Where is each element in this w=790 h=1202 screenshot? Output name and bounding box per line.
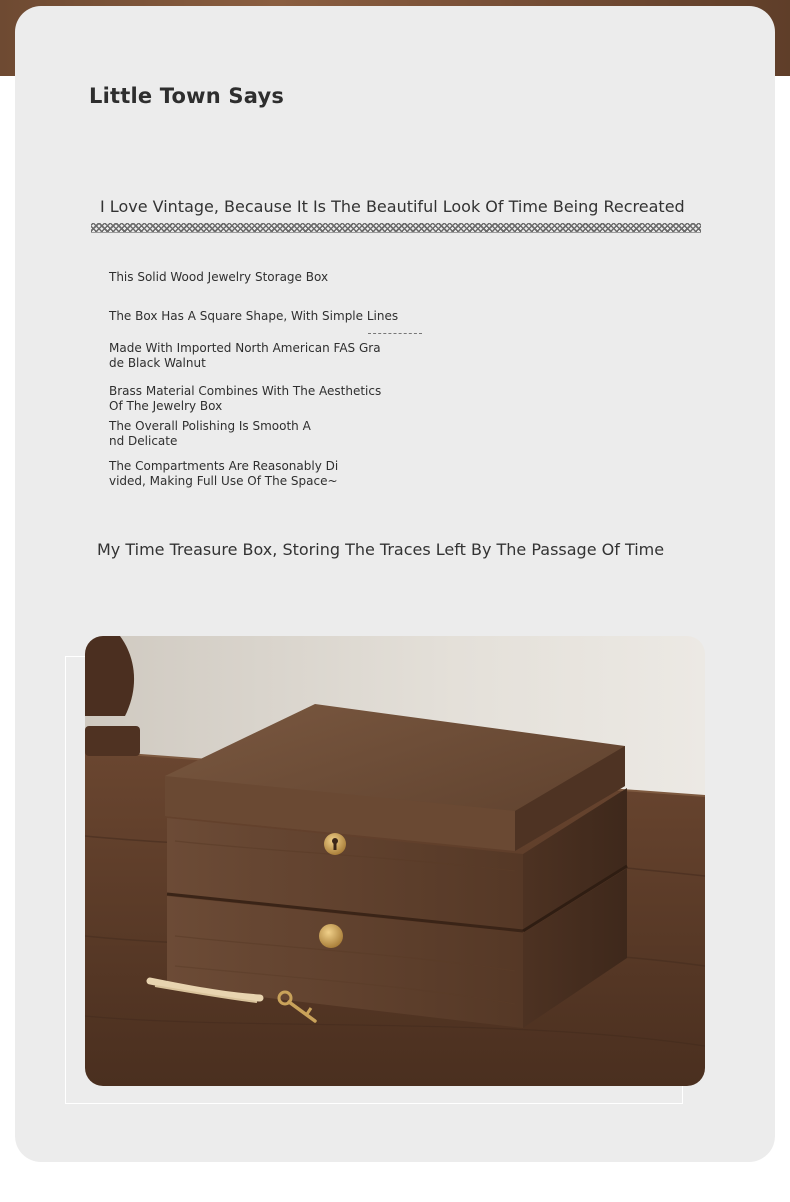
- mirror-frame: [85, 636, 134, 716]
- jewelry-box-illustration: [85, 636, 705, 1086]
- feature-item-6: The Compartments Are Reasonably Di vided, Making Full Use Of The Space~: [109, 459, 339, 488]
- product-photo: [85, 636, 705, 1086]
- feature-item-4: Brass Material Combines With The Aesthetics Of The Jewelry Box: [109, 384, 382, 413]
- brass-knob-icon: [319, 924, 343, 948]
- decorative-dash: [368, 333, 422, 335]
- section-title: Little Town Says: [89, 84, 285, 108]
- divider-line: [91, 232, 701, 233]
- subline-text: My Time Treasure Box, Storing The Traces Left By The Passage Of Time: [97, 540, 665, 559]
- feature-item-2: The Box Has A Square Shape, With Simple Lines: [109, 309, 399, 323]
- headline-text: I Love Vintage, Because It Is The Beautiful Look Of Time Being Recreated: [100, 197, 685, 216]
- feature-item-5: The Overall Polishing Is Smooth A nd Delicate: [109, 419, 311, 448]
- feature-item-3: Made With Imported North American FAS Gra de Black Walnut: [109, 341, 381, 370]
- feature-item-1: This Solid Wood Jewelry Storage Box: [109, 270, 329, 284]
- mirror-base: [85, 726, 140, 756]
